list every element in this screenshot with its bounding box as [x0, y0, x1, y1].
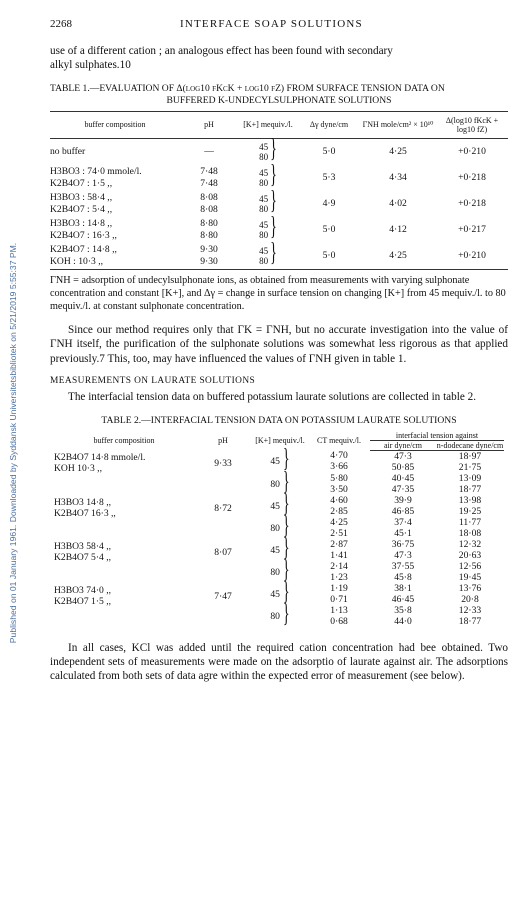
table1-delta-cell: +0·217 [458, 224, 486, 236]
brace-glyph: } [282, 600, 290, 629]
table1-k-stack [259, 168, 268, 188]
table1-header-dgamma: Δγ dyne/cm [298, 111, 360, 138]
table1-k-value: 80 [259, 203, 269, 214]
table2-k-cell [252, 556, 308, 585]
table1-ph-line: 8·80 [200, 217, 218, 229]
table1-dgamma-cell: 5·0 [322, 224, 336, 236]
table-row [50, 217, 508, 243]
table2-k-value: 45 [270, 544, 280, 556]
intro-line-1: use of a different cation ; an analogous effect has been found with secondary [50, 45, 393, 57]
table1-ph-cell [180, 191, 238, 217]
table-row [54, 539, 504, 561]
page-number: 2268 [50, 18, 72, 30]
brace-glyph: } [282, 446, 290, 475]
table2-dod-value: 12·56 [458, 560, 482, 572]
table-row [54, 495, 504, 517]
section-heading: MEASUREMENTS ON LAURATE SOLUTIONS [50, 376, 256, 387]
table2-header-ct: CT mequiv./l. [317, 435, 361, 445]
table2-ct-value: 3·50 [330, 483, 348, 495]
table2-dod-value: 21·75 [458, 461, 482, 473]
table1-buffer-line: H3BO3 : 58·4 ,, [50, 191, 113, 203]
table2-ph-cell: 8·72 [214, 502, 232, 514]
running-header [50, 18, 508, 32]
table1-k-value: 45 [259, 193, 269, 204]
table2-header-ph: pH [218, 435, 228, 445]
table1-buffer-line: K2B4O7 : 14·8 ,, [50, 243, 117, 255]
table2-air-value: 44·0 [394, 615, 412, 627]
table1-buffer-cell [50, 217, 180, 243]
table2-dod-value: 20·63 [458, 549, 482, 561]
table2-air-value: 47·3 [394, 549, 412, 561]
download-notice-sidebar [0, 0, 22, 912]
table2-ct-value: 1·41 [330, 549, 348, 561]
table1-ph-cell [180, 138, 238, 165]
table1-header-ph: pH [180, 111, 238, 138]
table1-gamma-cell: 4·12 [389, 224, 407, 236]
table2-dod-cell [436, 450, 504, 473]
table2-ct-value: 4·25 [330, 516, 348, 528]
brace-glyph: } [282, 556, 290, 585]
table2-air-value: 37·4 [394, 516, 412, 528]
table1-dgamma-cell: 5·0 [298, 243, 360, 270]
table2-dod-value: 12·33 [458, 604, 482, 616]
table2-buffer-cell [54, 539, 194, 583]
table2-buffer-line: H3BO3 58·4 ,, [54, 540, 112, 552]
table2-dod-cell [436, 561, 504, 583]
table1-k-stack [259, 142, 268, 162]
table2-header-group: interfacial tension against [370, 431, 504, 441]
table2-air-cell [370, 561, 436, 583]
table1-gamma-cell: 4·02 [389, 198, 407, 210]
table1-k-value: 80 [259, 177, 269, 188]
table1-buffer-cell [50, 243, 180, 270]
table1-k-value: 45 [259, 219, 269, 230]
table2-ct-value: 4·60 [330, 494, 348, 506]
table2-header-k: [K+] mequiv./l. [255, 435, 305, 445]
brace-glyph: } [270, 161, 277, 191]
table2-air-cell [370, 450, 436, 473]
brace-glyph: } [270, 187, 277, 217]
table2-k-value: 45 [270, 456, 280, 468]
table2-air-cell [370, 583, 436, 605]
table1-k-stack [259, 246, 268, 266]
table-row [50, 243, 508, 270]
table1-k-stack [259, 220, 268, 240]
table-row [50, 191, 508, 217]
table2-buffer-line: K2B4O7 16·3 ,, [54, 507, 116, 519]
table2-k-cell [252, 600, 308, 629]
paragraph-2: The interfacial tension data on buffered potassium laurate solutions are collected in table 2. [68, 391, 476, 404]
table2-air-value: 39·9 [394, 494, 412, 506]
table2-dod-value: 13·09 [458, 472, 482, 484]
table2-ct-value: 3·66 [330, 461, 348, 473]
table1-header-gamma: ΓNH mole/cm² × 10¹⁰ [360, 111, 436, 138]
table1-footnote: ΓNH = adsorption of undecylsulphonate ions, as obtained from measurements with varying sulphonate concentration and constant [K+], and Δγ = change in surface tension on changing [K+] from 45 mequiv./l. to 80 mequiv./l. at constant sulphonate concentration. [50, 274, 506, 312]
table1-gamma-cell: 4·25 [389, 146, 407, 158]
table2-air-cell [370, 517, 436, 539]
table2-k-value: 45 [270, 500, 280, 512]
table2-ct-value: 2·14 [330, 560, 348, 572]
table1-k-value: 45 [259, 245, 269, 256]
table2-k-cell [252, 578, 308, 607]
table1-buffer-line: K2B4O7 : 16·3 ,, [50, 229, 117, 241]
table2-dod-value: 18·77 [458, 615, 482, 627]
intro-line-2: alkyl sulphates.10 [50, 59, 131, 72]
table1-ph-cell [180, 243, 238, 270]
table2-dod-value: 13·76 [458, 582, 482, 594]
table1-delta-cell: +0·210 [436, 243, 508, 270]
running-title: INTERFACE SOAP SOLUTIONS [180, 18, 363, 30]
table2-header-dodecane: n-dodecane dyne/cm [436, 440, 504, 450]
table2-air-value: 46·45 [391, 593, 415, 605]
table1-caption [50, 83, 508, 107]
table2 [54, 431, 504, 627]
table1-ph-line: 8·80 [200, 229, 218, 241]
table2-air-cell [370, 539, 436, 561]
brace-glyph: } [282, 534, 290, 563]
table1-delta-cell: +0·218 [458, 198, 486, 210]
table2-dod-value: 19·25 [458, 505, 482, 517]
table2-ct-value: 0·68 [330, 615, 348, 627]
table2-air-value: 35·8 [394, 604, 412, 616]
table2-k-value: 80 [270, 522, 280, 534]
table2-air-value: 46·85 [391, 505, 415, 517]
brace-glyph: } [282, 512, 290, 541]
table2-buffer-line: K2B4O7 5·4 ,, [54, 551, 112, 563]
table2-ct-cell [308, 561, 370, 583]
table2-dod-value: 11·77 [458, 516, 482, 528]
table2-dod-cell [436, 583, 504, 605]
table2-ct-cell [308, 473, 370, 495]
table2-ct-cell [308, 539, 370, 561]
table1-caption-line2: BUFFERED K-UNDECYLSULPHONATE SOLUTIONS [166, 94, 392, 106]
table-row [54, 450, 504, 473]
table1-buffer-line: no buffer [50, 145, 86, 157]
table1-gamma-cell: 4·34 [389, 172, 407, 184]
table2-dod-cell [436, 473, 504, 495]
table2-buffer-line: KOH 10·3 ,, [54, 463, 102, 475]
table2-air-value: 45·8 [394, 571, 412, 583]
table2-k-value: 45 [270, 588, 280, 600]
table1-caption-line1: TABLE 1.—EVALUATION OF Δ(log10 fKcK + log10 fZ) FROM SURFACE TENSION DATA ON [50, 82, 445, 94]
table-row [50, 138, 508, 165]
table1-dgamma-cell: 5·0 [322, 146, 336, 158]
table2-ct-cell [308, 605, 370, 627]
table2-dod-value: 13·98 [458, 494, 482, 506]
table2-buffer-line: H3BO3 14·8 ,, [54, 496, 112, 508]
table2-buffer-cell [54, 450, 194, 495]
table2-ct-value: 2·87 [330, 538, 348, 550]
paragraph-1: Since our method requires only that ΓK = ΓNH, but no accurate investigation into the value of ΓNH itself, the purification of the sulphonate solutions was somewhat less rigorous as that applied previously.7 This, too, may have influenced the values of ΓNH given in table 1. [50, 324, 508, 365]
table2-ct-cell [308, 583, 370, 605]
page [50, 18, 508, 684]
table1-ph-cell [180, 165, 238, 191]
table2-air-value: 37·55 [391, 560, 415, 572]
table1-buffer-cell [50, 165, 180, 191]
table2-ct-cell [308, 450, 370, 473]
table1-buffer-cell [50, 191, 180, 217]
table1-gamma-cell: 4·25 [360, 243, 436, 270]
table2-buffer-cell [54, 495, 194, 539]
table2-header-buffer: buffer composition [93, 435, 155, 445]
brace-glyph: } [282, 468, 290, 497]
table2-dod-value: 12·32 [458, 538, 482, 550]
table2-ph-cell: 8·07 [214, 546, 232, 558]
table2-dod-value: 18·08 [458, 527, 482, 539]
table2-ct-cell [308, 517, 370, 539]
table1-delta-cell: +0·218 [458, 172, 486, 184]
download-notice-text: Published on 01 January 1961. Downloaded by Syddansk Universitetsbibliotek on 5/21/2019 5:55:37 PM. [8, 242, 18, 644]
table2-dod-cell [436, 605, 504, 627]
table2-air-value: 47·3 [394, 450, 412, 462]
table2-ct-value: 0·71 [330, 593, 348, 605]
brace-glyph: } [270, 239, 277, 269]
table2-air-value: 40·45 [391, 472, 415, 484]
table2-air-value: 50·85 [391, 461, 415, 473]
table1-dgamma-cell: 5·3 [322, 172, 336, 184]
table2-header-air: air dyne/cm [370, 440, 436, 450]
table2-dod-value: 20·8 [461, 593, 479, 605]
table1-buffer-line: H3BO3 : 14·8 ,, [50, 217, 113, 229]
table2-dod-value: 18·77 [458, 483, 482, 495]
table2-air-value: 45·1 [394, 527, 412, 539]
table2-dod-value: 19·45 [458, 571, 482, 583]
table2-ct-value: 1·23 [330, 571, 348, 583]
table1-ph-line: 8·08 [200, 203, 218, 215]
table1-header-buffer: buffer composition [50, 111, 180, 138]
table2-ph-cell: 7·47 [214, 590, 232, 602]
table2-buffer-cell [54, 583, 194, 627]
table2-air-value: 36·75 [391, 538, 415, 550]
table-row [54, 583, 504, 605]
brace-glyph: } [270, 213, 277, 243]
table1-k-cell [238, 135, 298, 165]
table1-k-value: 80 [259, 229, 269, 240]
table1-ph-line: 7·48 [200, 165, 218, 177]
table2-buffer-line: K2B4O7 14·8 mmole/l. [54, 452, 146, 464]
table2-k-value: 80 [270, 566, 280, 578]
table2-k-cell [252, 446, 308, 475]
table1-buffer-line: KOH : 10·3 ,, [50, 255, 104, 267]
table2-k-value: 80 [270, 610, 280, 622]
table2-k-cell [252, 468, 308, 497]
table1-ph-cell [180, 217, 238, 243]
table1-k-value: 80 [259, 255, 269, 266]
table2-dod-value: 18·97 [458, 450, 482, 462]
table1-dgamma-cell: 4·9 [322, 198, 336, 210]
table1-k-cell [238, 161, 298, 191]
table1-buffer-cell [50, 138, 180, 165]
table1-k-cell [238, 213, 298, 243]
table2-air-value: 38·1 [394, 582, 412, 594]
table2-k-cell [252, 490, 308, 519]
brace-glyph: } [282, 490, 290, 519]
table2-ph-cell: 9·33 [214, 458, 232, 470]
table1-ph-line: 8·08 [200, 191, 218, 203]
table2-k-cell [252, 534, 308, 563]
table2-dod-cell [436, 539, 504, 561]
table2-ct-value: 1·13 [330, 604, 348, 616]
table1-k-cell [238, 187, 298, 217]
table1-ph-line: — [204, 145, 214, 157]
table2-ct-cell [308, 495, 370, 517]
table1-delta-cell: +0·210 [458, 146, 486, 158]
table1-header-k: [K+] mequiv./l. [238, 111, 298, 138]
table1-ph-line: 9·30 [200, 243, 218, 255]
table2-ct-value: 4·70 [330, 450, 348, 462]
table2-air-value: 47·35 [391, 483, 415, 495]
table1-k-value: 80 [259, 151, 269, 162]
table1-ph-line: 9·30 [200, 255, 218, 267]
table2-dod-cell [436, 495, 504, 517]
table2-air-cell [370, 495, 436, 517]
table2-dod-cell [436, 517, 504, 539]
table1-k-cell [238, 239, 298, 270]
table1-header-row [50, 111, 508, 138]
table2-air-cell [370, 473, 436, 495]
table2-air-cell [370, 605, 436, 627]
table2-buffer-line: K2B4O7 1·5 ,, [54, 595, 112, 607]
table1-buffer-line: K2B4O7 : 5·4 ,, [50, 203, 113, 215]
table2-ct-value: 1·19 [330, 582, 348, 594]
paragraph-3: In all cases, KCl was added until the required cation concentration had bee obtained. Two independent sets of measurements were made on the adsorptio of laurate against air. The adsorptions calculated from both sets of data agre within the expected error of measurement (see below). [50, 641, 508, 683]
table1-ph-line: 7·48 [200, 177, 218, 189]
table2-ct-value: 2·51 [330, 527, 348, 539]
table2-caption: TABLE 2.—INTERFACIAL TENSION DATA ON POTASSIUM LAURATE SOLUTIONS [101, 414, 457, 426]
table1-k-stack [259, 194, 268, 214]
table2-ct-value: 2·85 [330, 505, 348, 517]
table-row [50, 165, 508, 191]
table2-k-cell [252, 512, 308, 541]
table1 [50, 111, 508, 270]
table2-k-value: 80 [270, 478, 280, 490]
table1-header-delta: Δ(log10 fKcK + log10 fZ) [436, 111, 508, 138]
table1-buffer-line: K2B4O7 : 1·5 ,, [50, 177, 113, 189]
table2-buffer-line: H3BO3 74·0 ,, [54, 584, 112, 596]
table1-buffer-line: H3BO3 : 74·0 mmole/l. [50, 165, 142, 177]
brace-glyph: } [282, 578, 290, 607]
table1-k-value: 45 [259, 167, 269, 178]
brace-glyph: } [270, 135, 277, 165]
table1-k-value: 45 [259, 141, 269, 152]
table2-ct-value: 5·80 [330, 472, 348, 484]
